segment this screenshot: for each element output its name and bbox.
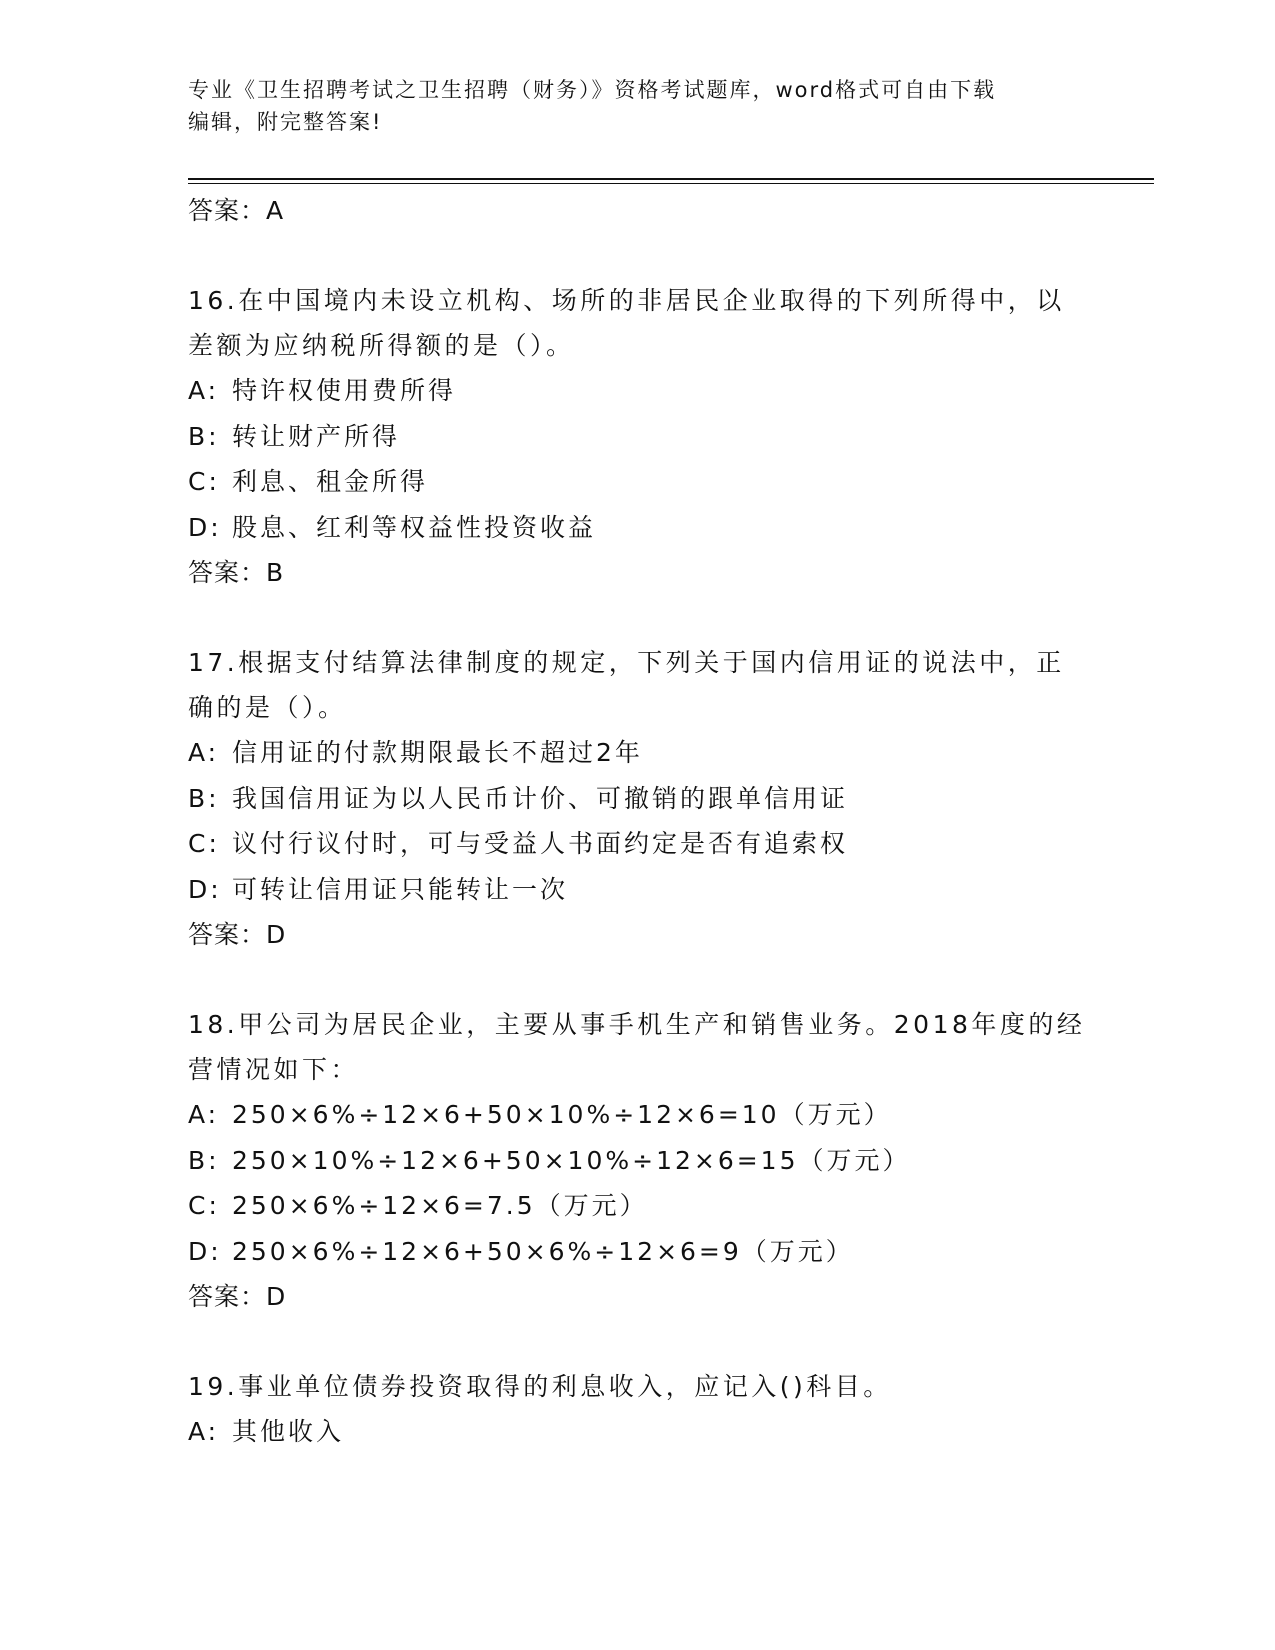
option-text: 250×6%÷12×6+50×6%÷12×6=9（万元） bbox=[232, 1236, 854, 1266]
option-c bbox=[188, 821, 1088, 867]
option-a bbox=[188, 368, 1088, 414]
document-header bbox=[188, 74, 1068, 138]
option-text: 转让财产所得 bbox=[232, 421, 401, 451]
option-a bbox=[188, 730, 1088, 776]
option-key: D: bbox=[188, 874, 222, 904]
option-text: 可转让信用证只能转让一次 bbox=[232, 874, 569, 904]
question-list bbox=[188, 188, 1088, 1455]
option-text: 信用证的付款期限最长不超过2年 bbox=[232, 738, 643, 767]
question-stem-line: 确的是（）。 bbox=[188, 693, 347, 722]
question-18 bbox=[188, 1002, 1088, 1320]
question-stem-line: 差额为应纳税所得额的是（）。 bbox=[188, 331, 575, 360]
option-text: 利息、租金所得 bbox=[232, 467, 429, 496]
answer-label: 答案：B bbox=[188, 558, 285, 587]
option-text: 我国信用证为以人民币计价、可撤销的跟单信用证 bbox=[232, 783, 849, 813]
option-text: 特许权使用费所得 bbox=[232, 376, 457, 405]
option-d bbox=[188, 1229, 1088, 1275]
question-stem-line: 营情况如下： bbox=[188, 1055, 360, 1084]
option-b bbox=[188, 1138, 1088, 1184]
header-divider-thin bbox=[188, 183, 1154, 184]
option-text: 250×6%÷12×6+50×10%÷12×6=10（万元） bbox=[232, 1100, 892, 1129]
option-text: 股息、红利等权益性投资收益 bbox=[232, 512, 597, 542]
answer-label: 答案：D bbox=[188, 1282, 287, 1311]
option-c bbox=[188, 459, 1088, 505]
answer-label: 答案：D bbox=[188, 920, 287, 949]
option-key: C: bbox=[188, 467, 220, 496]
question-19 bbox=[188, 1364, 1088, 1455]
option-key: C: bbox=[188, 829, 220, 858]
header-divider-thick bbox=[188, 178, 1154, 180]
option-c bbox=[188, 1183, 1088, 1229]
option-b bbox=[188, 776, 1088, 822]
question-stem-line: 18.甲公司为居民企业，主要从事手机生产和销售业务。2018年度的经 bbox=[188, 1010, 1086, 1039]
option-key: A: bbox=[188, 738, 220, 767]
answer-label: 答案：A bbox=[188, 196, 285, 225]
header-line-1: 专业《卫生招聘考试之卫生招聘（财务）》资格考试题库，word格式可自由下载 bbox=[188, 78, 997, 102]
option-key: D: bbox=[188, 1236, 222, 1266]
option-d bbox=[188, 867, 1088, 913]
option-a bbox=[188, 1409, 1088, 1455]
option-key: B: bbox=[188, 783, 220, 813]
option-key: A: bbox=[188, 376, 220, 405]
option-key: A: bbox=[188, 1417, 220, 1446]
option-a bbox=[188, 1092, 1088, 1138]
question-stem-line: 17.根据支付结算法律制度的规定，下列关于国内信用证的说法中，正 bbox=[188, 648, 1065, 677]
option-key: B: bbox=[188, 421, 220, 451]
question-16 bbox=[188, 278, 1088, 596]
option-key: C: bbox=[188, 1191, 220, 1220]
option-key: D: bbox=[188, 512, 222, 542]
question-stem-line: 19.事业单位债券投资取得的利息收入，应记入()科目。 bbox=[188, 1372, 892, 1401]
header-line-2: 编辑，附完整答案! bbox=[188, 110, 383, 134]
option-b bbox=[188, 414, 1088, 460]
option-text: 其他收入 bbox=[232, 1417, 345, 1446]
question-stem-line: 16.在中国境内未设立机构、场所的非居民企业取得的下列所得中，以 bbox=[188, 286, 1065, 315]
question-17 bbox=[188, 640, 1088, 958]
option-d bbox=[188, 505, 1088, 551]
option-key: B: bbox=[188, 1145, 220, 1175]
option-text: 250×6%÷12×6=7.5（万元） bbox=[232, 1191, 648, 1220]
option-key: A: bbox=[188, 1100, 220, 1129]
option-text: 议付行议付时，可与受益人书面约定是否有追索权 bbox=[232, 829, 849, 858]
option-text: 250×10%÷12×6+50×10%÷12×6=15（万元） bbox=[232, 1145, 911, 1175]
